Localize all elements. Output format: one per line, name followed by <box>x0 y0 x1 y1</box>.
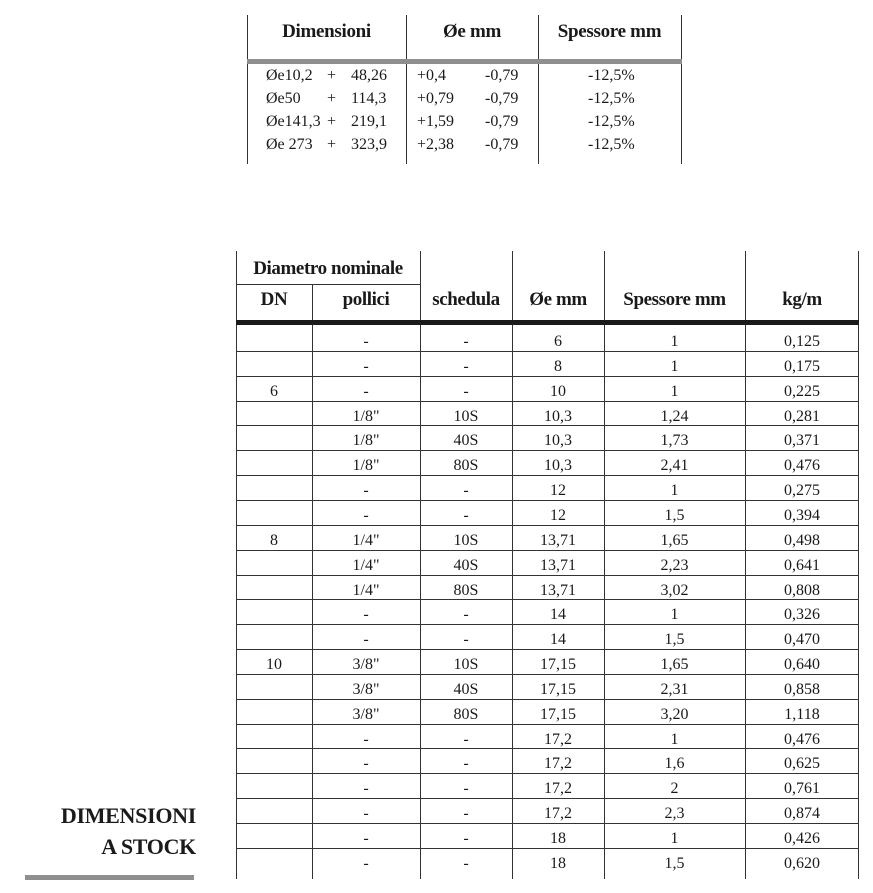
tolerance-cell-thickness: -12,5% <box>588 67 635 84</box>
tolerance-row <box>247 110 682 133</box>
cell-oe-mm: 17,15 <box>540 705 576 723</box>
cell-spessore: 1,65 <box>660 656 689 674</box>
cell-kg-m: 0,625 <box>784 755 820 773</box>
section-label-line2: A STOCK <box>101 834 196 859</box>
row-divider <box>236 624 859 625</box>
row-divider <box>236 525 859 526</box>
cell-schedula: 10S <box>453 531 479 549</box>
row-divider <box>236 450 859 451</box>
header-spessore-mm: Spessore mm <box>623 289 726 310</box>
tolerance-cell-thickness: -12,5% <box>588 113 635 130</box>
cell-spessore: 1,5 <box>664 854 685 872</box>
cell-spessore: 1,6 <box>664 755 685 773</box>
row-divider <box>236 724 859 725</box>
cell-pollici: - <box>363 805 369 823</box>
cell-kg-m: 0,858 <box>784 680 820 698</box>
tolerance-cell-to: 323,9 <box>351 136 387 153</box>
cell-kg-m: 0,394 <box>784 506 820 524</box>
row-divider <box>236 351 859 352</box>
stock-table <box>236 251 859 879</box>
row-divider <box>236 425 859 426</box>
cell-pollici: - <box>363 830 369 847</box>
tolerance-cell-thickness: -12,5% <box>588 90 635 107</box>
cell-pollici: - <box>363 631 369 649</box>
tolerance-row <box>247 87 682 110</box>
cell-schedula: 40S <box>453 432 479 450</box>
tolerance-cell-to: 219,1 <box>351 113 387 130</box>
cell-spessore: 1 <box>670 830 679 847</box>
cell-pollici: - <box>363 780 369 798</box>
cell-spessore: 1 <box>670 730 679 748</box>
table-row <box>236 652 859 676</box>
row-divider <box>236 475 859 476</box>
cell-spessore: 2,23 <box>660 556 689 574</box>
cell-spessore: 1 <box>670 333 679 350</box>
row-divider <box>236 649 859 650</box>
tolerance-cell-neg: -0,79 <box>485 67 519 84</box>
row-divider <box>236 773 859 774</box>
cell-pollici: 3/8" <box>352 656 380 674</box>
cell-pollici: - <box>363 382 369 400</box>
cell-oe-mm: 17,15 <box>540 656 576 674</box>
cell-dn: 6 <box>270 382 278 400</box>
cell-spessore: 1,5 <box>664 631 685 649</box>
cell-oe-mm: 13,71 <box>540 531 576 549</box>
tolerance-cell-pos: +0,4 <box>417 67 447 84</box>
cell-pollici: 1/8" <box>352 407 380 425</box>
cell-kg-m: 0,808 <box>784 581 820 599</box>
cell-spessore: 1 <box>670 357 679 375</box>
cell-kg-m: 0,281 <box>784 407 820 425</box>
cell-schedula: - <box>463 631 469 649</box>
cell-spessore: 1 <box>670 382 679 400</box>
table-row <box>236 851 859 875</box>
header-dimensioni: Dimensioni <box>282 21 371 42</box>
cell-pollici: - <box>363 730 369 748</box>
cell-spessore: 3,02 <box>660 581 689 599</box>
cell-pollici: 1/4" <box>352 556 380 574</box>
cell-kg-m: 0,225 <box>784 382 820 400</box>
tolerance-cell-pos: +1,59 <box>417 113 455 130</box>
cell-pollici: 1/8" <box>352 457 380 475</box>
cell-oe-mm: 10 <box>550 382 566 400</box>
cell-pollici: - <box>363 506 369 524</box>
cell-oe-mm: 17,2 <box>544 805 572 823</box>
cell-schedula: 10S <box>453 407 479 425</box>
tolerance-cell-neg: -0,79 <box>485 136 519 153</box>
cell-pollici: - <box>363 482 369 500</box>
cell-schedula: - <box>463 755 469 773</box>
cell-oe-mm: 14 <box>550 606 566 624</box>
cell-kg-m: 0,874 <box>784 805 820 823</box>
cell-schedula: - <box>463 333 469 350</box>
cell-schedula: 80S <box>453 457 479 475</box>
header-oe-mm: Øe mm <box>529 289 587 310</box>
tolerance-cell-to: 48,26 <box>351 67 387 84</box>
cell-pollici: 3/8" <box>352 680 380 698</box>
tolerance-cell-to: 114,3 <box>351 90 387 107</box>
cell-spessore: 1,5 <box>664 506 685 524</box>
tolerance-cell-label: Øe141,3 <box>266 113 321 130</box>
cell-schedula: - <box>463 382 469 400</box>
cell-schedula: - <box>463 805 469 823</box>
cell-oe-mm: 17,2 <box>544 780 572 798</box>
cell-dn: 10 <box>266 656 282 674</box>
cell-spessore: 3,20 <box>660 705 689 723</box>
row-divider <box>236 748 859 749</box>
cell-schedula: 10S <box>453 656 479 674</box>
row-divider <box>236 599 859 600</box>
row-divider <box>236 376 859 377</box>
table-row <box>236 627 859 651</box>
cell-spessore: 1,24 <box>660 407 689 425</box>
cell-oe-mm: 17,2 <box>544 730 572 748</box>
tolerance-cell-pos: +0,79 <box>417 90 455 107</box>
row-divider <box>236 699 859 700</box>
cell-schedula: 40S <box>453 556 479 574</box>
table-row <box>236 528 859 552</box>
header-diametro-nominale: Diametro nominale <box>253 258 403 279</box>
row-divider <box>236 550 859 551</box>
cell-kg-m: 0,326 <box>784 606 820 624</box>
cell-schedula: - <box>463 482 469 500</box>
cell-spessore: 2,41 <box>660 457 689 475</box>
row-divider <box>236 575 859 576</box>
header-oe-mm: Øe mm <box>442 21 502 42</box>
cell-kg-m: 0,175 <box>784 357 820 375</box>
table-row <box>236 428 859 452</box>
cell-spessore: 2,3 <box>664 805 685 823</box>
cell-spessore: 1,65 <box>660 531 689 549</box>
table-row <box>236 727 859 751</box>
cell-schedula: - <box>463 506 469 524</box>
cell-oe-mm: 13,71 <box>540 581 576 599</box>
tolerance-cell-label: Øe10,2 <box>266 67 313 84</box>
cell-pollici: 1/8" <box>352 432 380 450</box>
table-row <box>236 702 859 726</box>
row-divider <box>236 798 859 799</box>
row-divider <box>236 823 859 824</box>
cell-spessore: 1 <box>670 606 679 624</box>
header-spessore-mm: Spessore mm <box>557 21 662 42</box>
cell-pollici: - <box>363 333 369 350</box>
cell-pollici: - <box>363 755 369 773</box>
table-row <box>236 553 859 577</box>
row-divider <box>236 500 859 501</box>
cell-schedula: 80S <box>453 705 479 723</box>
table-row <box>236 329 859 353</box>
table-row <box>236 677 859 701</box>
cell-schedula: - <box>463 606 469 624</box>
row-divider <box>236 848 859 849</box>
table-row <box>236 801 859 825</box>
cell-kg-m: 0,620 <box>784 854 820 872</box>
cell-kg-m: 0,275 <box>784 482 820 500</box>
table-row <box>236 478 859 502</box>
header-kg-m: kg/m <box>782 289 822 310</box>
tolerance-cell-neg: -0,79 <box>485 113 519 130</box>
row-divider <box>236 401 859 402</box>
table-row <box>236 354 859 378</box>
cell-pollici: - <box>363 606 369 624</box>
header-rule <box>236 320 859 325</box>
cell-dn: 8 <box>270 531 278 549</box>
table-row <box>236 751 859 775</box>
cell-kg-m: 0,125 <box>784 333 820 350</box>
header-dn: DN <box>260 289 288 310</box>
cell-oe-mm: 10,3 <box>544 407 572 425</box>
cell-kg-m: 0,476 <box>784 457 820 475</box>
cell-oe-mm: 17,15 <box>540 680 576 698</box>
cell-oe-mm: 17,2 <box>544 755 572 773</box>
cell-kg-m: 0,640 <box>784 656 820 674</box>
tolerance-table <box>247 15 682 164</box>
tolerance-row <box>247 133 682 156</box>
cell-oe-mm: 12 <box>550 506 566 524</box>
table-row <box>236 826 859 850</box>
tolerance-cell-plus: + <box>327 136 337 153</box>
tolerance-cell-thickness: -12,5% <box>588 136 635 153</box>
cell-pollici: - <box>363 854 369 872</box>
cell-pollici: - <box>363 357 369 375</box>
cell-kg-m: 0,426 <box>784 830 820 847</box>
tolerance-cell-label: Øe 273 <box>266 136 313 153</box>
cell-pollici: 1/4" <box>352 581 380 599</box>
tolerance-row <box>247 64 682 87</box>
cell-kg-m: 0,498 <box>784 531 820 549</box>
cell-oe-mm: 12 <box>550 482 566 500</box>
cell-oe-mm: 8 <box>554 357 562 375</box>
cell-spessore: 2 <box>670 780 679 798</box>
cell-schedula: - <box>463 357 469 375</box>
tolerance-cell-label: Øe50 <box>266 90 301 107</box>
table-row <box>236 453 859 477</box>
cell-oe-mm: 13,71 <box>540 556 576 574</box>
table-row <box>236 602 859 626</box>
cell-oe-mm: 10,3 <box>544 432 572 450</box>
cell-kg-m: 0,761 <box>784 780 820 798</box>
section-label-line1: DIMENSIONI <box>60 803 196 828</box>
header-pollici: pollici <box>342 289 390 310</box>
cell-schedula: 40S <box>453 680 479 698</box>
group-header-rule <box>236 284 420 285</box>
cell-kg-m: 1,118 <box>784 705 820 723</box>
cell-schedula: - <box>463 730 469 748</box>
header-schedula: schedula <box>432 289 500 310</box>
tolerance-cell-plus: + <box>327 67 337 84</box>
tolerance-cell-plus: + <box>327 113 337 130</box>
cell-oe-mm: 18 <box>550 830 566 847</box>
cell-schedula: - <box>463 780 469 798</box>
cell-kg-m: 0,470 <box>784 631 820 649</box>
cell-schedula: - <box>463 854 469 872</box>
cell-kg-m: 0,371 <box>784 432 820 450</box>
cell-spessore: 1,73 <box>660 432 689 450</box>
table-row <box>236 776 859 800</box>
section-underline <box>25 875 194 880</box>
tolerance-cell-plus: + <box>327 90 337 107</box>
table-row <box>236 379 859 403</box>
cell-oe-mm: 18 <box>550 854 566 872</box>
table-row <box>236 578 859 602</box>
section-label <box>20 800 196 862</box>
row-divider <box>236 674 859 675</box>
cell-pollici: 1/4" <box>352 531 380 549</box>
cell-kg-m: 0,476 <box>784 730 820 748</box>
table-row <box>236 404 859 428</box>
tolerance-cell-neg: -0,79 <box>485 90 519 107</box>
cell-oe-mm: 10,3 <box>544 457 572 475</box>
cell-spessore: 1 <box>670 482 679 500</box>
cell-spessore: 2,31 <box>660 680 689 698</box>
table-row <box>236 503 859 527</box>
tolerance-cell-pos: +2,38 <box>417 136 455 153</box>
cell-oe-mm: 6 <box>554 333 562 350</box>
cell-oe-mm: 14 <box>550 631 566 649</box>
cell-pollici: 3/8" <box>352 705 380 723</box>
cell-kg-m: 0,641 <box>784 556 820 574</box>
cell-schedula: 80S <box>453 581 479 599</box>
cell-schedula: - <box>463 830 469 847</box>
